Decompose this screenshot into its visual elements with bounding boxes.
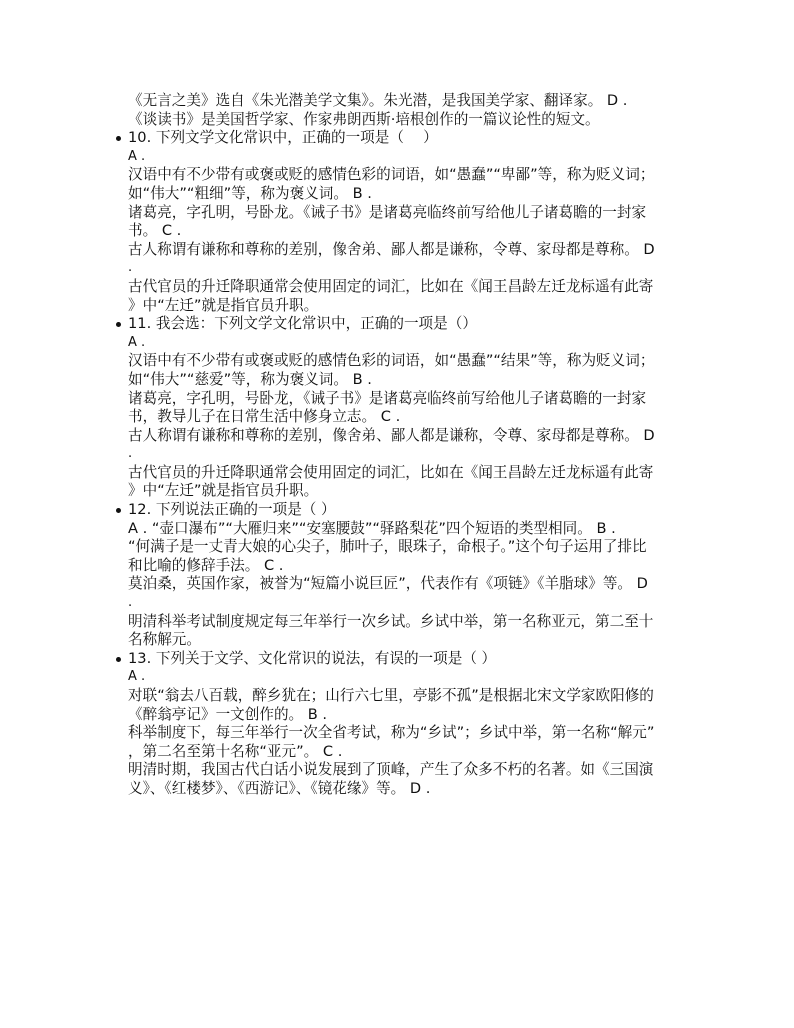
option-line: 和比喻的修辞手法。 C . xyxy=(128,556,284,574)
bullet-icon xyxy=(116,136,121,141)
option-line: 如“伟大”“慈爱”等，称为褒义词。 B . xyxy=(128,370,372,388)
intro-line: 《无言之美》选自《朱光潜美学文集》。朱光潜，是我国美学家、翻译家。 D . xyxy=(128,92,628,109)
question-title: 11. 我会选：下列文学文化常识中，正确的一项是（） xyxy=(128,315,477,333)
option-line: 古人称谓有谦称和尊称的差别，像舍弟、鄙人都是谦称，令尊、家母都是尊称。 D xyxy=(128,240,655,258)
option-line: 义》、《红楼梦》、《西游记》、《镜花缘》等。 D . xyxy=(128,779,431,797)
option-line: 名称解元。 xyxy=(128,631,201,649)
option-line: 汉语中有不少带有或褒或贬的感情色彩的词语，如“愚蠢”“卑鄙”等，称为贬义词； xyxy=(128,166,655,184)
question-11 xyxy=(128,315,708,501)
option-line: 古代官员的升迁降职通常会使用固定的词汇，比如在《闻王昌龄左迁龙标遥有此寄 xyxy=(128,463,654,481)
option-line: . xyxy=(128,595,133,611)
question-13 xyxy=(128,650,708,799)
option-line: 对联“翁去八百载，醉乡犹在；山行六七里，亭影不孤”是根据北宋文学家欧阳修的 xyxy=(128,687,654,704)
option-line: 古代官员的升迁降职通常会使用固定的词汇，比如在《闻王昌龄左迁龙标遥有此寄 xyxy=(128,277,654,295)
option-line: 书，教导儿子在日常生活中修身立志。 C . xyxy=(128,408,401,426)
option-line: 明清科举考试制度规定每三年举行一次乡试。乡试中举，第一名称亚元，第二至十 xyxy=(128,612,654,630)
option-line: ，第二名至第十名称“亚元”。 C . xyxy=(128,742,343,760)
intro-line: 《谈读书》是美国哲学家、作家弗朗西斯·培根创作的一篇议论性的短文。 xyxy=(128,110,600,128)
option-line: 古人称谓有谦称和尊称的差别，像舍弟、鄙人都是谦称，令尊、家母都是尊称。 D xyxy=(128,426,655,444)
option-line: 诸葛亮，字孔明，号卧龙。《诫子书》是诸葛亮临终前写给他儿子诸葛瞻的一封家 xyxy=(128,203,647,221)
question-10 xyxy=(128,129,708,315)
document-content xyxy=(128,92,708,799)
option-line: 科举制度下，每三年举行一次全省考试，称为“乡试”；乡试中举，第一名称“解元” xyxy=(128,724,655,742)
bullet-icon xyxy=(116,508,121,513)
option-line: . xyxy=(128,446,133,462)
option-line: A . “壶口瀑布”“大雁归来”“安塞腰鼓”“驿路梨花”四个短语的类型相同。 B . xyxy=(128,519,616,537)
option-line: 莫泊桑，英国作家，被誉为“短篇小说巨匠”，代表作有《项链》《羊脂球》等。 D xyxy=(128,575,648,593)
option-line: . xyxy=(128,260,133,276)
option-line: 如“伟大”“粗细”等，称为褒义词。 B . xyxy=(128,184,372,202)
option-line: 《醉翁亭记》一文创作的。 B . xyxy=(128,705,328,723)
question-title: 10. 下列文学文化常识中，正确的一项是（ ） xyxy=(128,129,438,147)
intro-block xyxy=(128,92,708,129)
bullet-icon xyxy=(116,322,121,327)
option-line: 诸葛亮，字孔明，号卧龙，《诫子书》是诸葛亮临终前写给他儿子诸葛瞻的一封家 xyxy=(128,389,647,407)
option-line: “何满子是一丈青大娘的心尖子，肺叶子，眼珠子，命根子。”这个句子运用了排比 xyxy=(128,538,647,556)
option-line: 》中“左迁”就是指官员升职。 xyxy=(128,296,319,314)
option-line: 》中“左迁”就是指官员升职。 xyxy=(128,482,319,500)
option-line: A . xyxy=(128,334,146,350)
question-12 xyxy=(128,501,708,650)
bullet-icon xyxy=(116,657,121,662)
option-line: 明清时期，我国古代白话小说发展到了顶峰，产生了众多不朽的名著。如《三国演 xyxy=(128,761,654,779)
option-line: 书。 C . xyxy=(128,222,182,240)
question-title: 12. 下列说法正确的一项是（ ） xyxy=(128,501,336,519)
question-title: 13. 下列关于文学、文化常识的说法，有误的一项是（ ） xyxy=(128,649,497,667)
option-line: A . xyxy=(128,148,146,164)
option-line: 汉语中有不少带有或褒或贬的感情色彩的词语，如“愚蠢”“结果”等，称为贬义词； xyxy=(128,352,655,370)
option-line: A . xyxy=(128,669,146,685)
